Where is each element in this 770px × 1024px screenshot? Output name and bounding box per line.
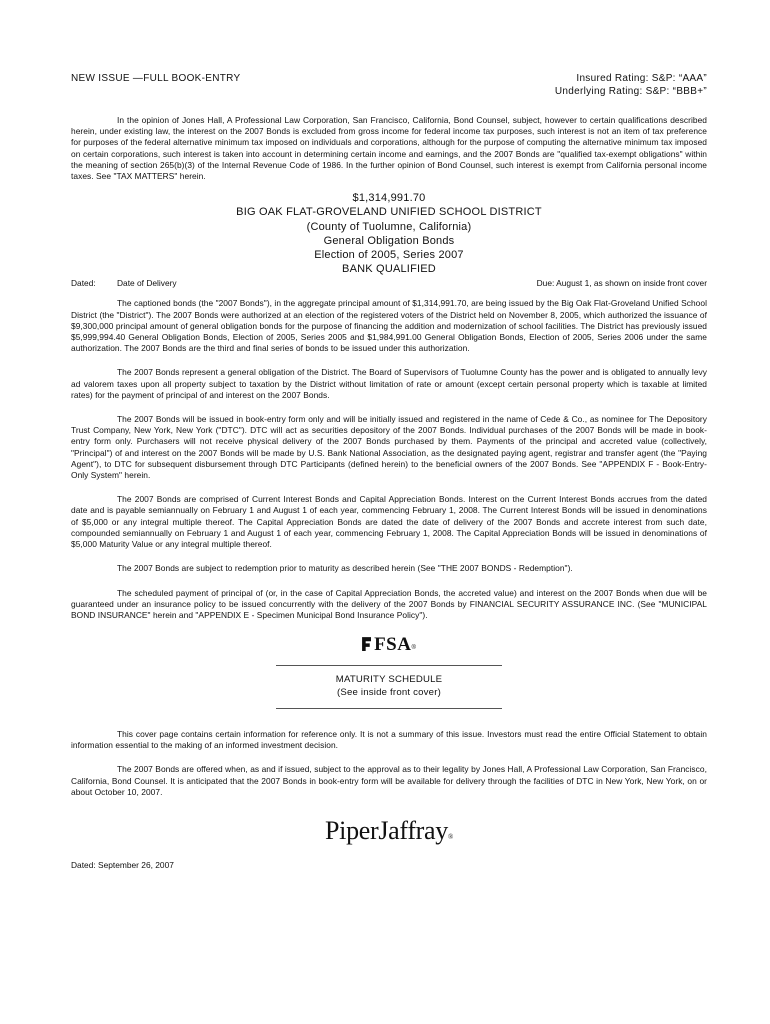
bond-type: General Obligation Bonds (323, 234, 455, 247)
fsa-logo (71, 634, 707, 656)
dated-label: Dated: (71, 278, 96, 289)
fsa-mark-icon (362, 637, 371, 651)
dated-due-row (71, 278, 707, 289)
district-name: BIG OAK FLAT-GROVELAND UNIFIED SCHOOL DISTRICT (236, 206, 542, 219)
county-name: (County of Tuolumne, California) (306, 220, 472, 233)
dated-statement: Dated: September 26, 2007 (71, 859, 174, 870)
header (71, 72, 707, 98)
paragraph-bonds-description: The captioned bonds (the "2007 Bonds"), in the aggregate principal amount of $1,314,991.70, are being issued by the Big Oak Flat-Groveland Unified School District (the "District"). The 2007 Bonds were authorized at an election of the registered voters of the District held on November 8, 2005, which authorized the issuance of $9,300,000 principal amount of general obligation bonds for the purpose of financing the addition and modernization of school facilities. The District has previously issued $5,999,994.40 General Obligation Bonds, Election of 2005, Series 2005 and $1,984,991.00 General Obligation Bonds, Election of 2005, Series 2006 under the same authorization. The 2007 Bonds are the third and final series of bonds to be issued under this authorization. (71, 298, 707, 354)
maturity-section (71, 665, 707, 709)
principal-amount: $1,314,991.70 (352, 192, 426, 205)
paragraph-general-obligation: The 2007 Bonds represent a general obligation of the District. The Board of Supervisors of Tuolumne County has the power and is obligated to annually levy ad valorem taxes upon all property subject to taxation by the District without limitation of rate or amount (except certain personal property which is taxable at limited rates) for the payment of principal of and interest on the 2007 Bonds. (71, 367, 707, 400)
bond-counsel-opinion: In the opinion of Jones Hall, A Professional Law Corporation, San Francisco, California, Bond Counsel, subject, however to certain qualifications described herein, under existing law, the interest on the 2007 Bonds is excluded from gross income for federal income tax purposes, such interest is not an item of tax preference for purposes of the federal alternative minimum tax imposed on individuals and corporations, although for the purpose of computing the alternative minimum tax imposed on certain corporations, such interest is taken into account in determining certain income and earnings, and the 2007 Bonds are "qualified tax-exempt obligations" within the meaning of section 265(b)(3) of the Internal Revenue Code of 1986. In the further opinion of Bond Counsel, such interest is exempt from California personal income taxes. See "TAX MATTERS" herein. (71, 115, 707, 182)
paragraph-insurance: The scheduled payment of principal of (or, in the case of Capital Appreciation Bonds, the accreted value) and interest on the 2007 Bonds when due will be guaranteed under an insurance policy to be issued concurrently with the delivery of the 2007 Bonds by FINANCIAL SECURITY ASSURANCE INC. (See "MUNICIPAL BOND INSURANCE" herein and "APPENDIX E - Specimen Municipal Bond Insurance Policy"). (71, 587, 707, 620)
paragraph-reference-notice: This cover page contains certain information for reference only. It is not a summary of this issue. Investors must read the entire Official Statement to obtain information essential to the making of an informed investment decision. (71, 728, 707, 751)
piper-registered-mark: ® (447, 832, 454, 841)
paragraph-redemption: The 2007 Bonds are subject to redemption prior to maturity as described herein (See "THE 2007 BONDS - Redemption"). (117, 563, 573, 574)
due-info: Due: August 1, as shown on inside front cover (536, 278, 707, 289)
divider-top (276, 665, 502, 666)
piper-jaffray-logo-text: PiperJaffray (324, 815, 448, 845)
maturity-title: MATURITY SCHEDULE (335, 674, 443, 686)
insured-rating: Insured Rating: S&P: “AAA” (576, 73, 707, 84)
official-statement-cover (71, 72, 707, 871)
paragraph-bond-types: The 2007 Bonds are comprised of Current Interest Bonds and Capital Appreciation Bonds. Interest on the Current Interest Bonds accrues from the dated date and is payable semiannually on February 1 and August 1 of each year, commencing February 1, 2008. The Current Interest Bonds will be issued in denominations of $5,000 or any integral multiple thereof. The Capital Appreciation Bonds are dated the date of delivery of the 2007 Bonds and accrete interest from such date, compounded semiannually on February 1 and August 1 of each year, commencing February 1, 2008. The Capital Appreciation Bonds will be issued in denominations of $5,000 Maturity Value or any integral multiple thereof. (71, 494, 707, 550)
dated-value: Date of Delivery (117, 278, 177, 289)
dated-info (71, 278, 177, 289)
piper-jaffray-logo (71, 816, 707, 852)
issue-type: NEW ISSUE —FULL BOOK-ENTRY (71, 73, 241, 84)
bank-qualified: BANK QUALIFIED (342, 263, 436, 276)
divider-bottom (276, 708, 502, 709)
election-series: Election of 2005, Series 2007 (314, 249, 464, 262)
title-block (71, 191, 707, 276)
maturity-schedule (71, 674, 707, 699)
paragraph-offering: The 2007 Bonds are offered when, as and if issued, subject to the approval as to their legality by Jones Hall, A Professional Law Corporation, San Francisco, California, Bond Counsel. It is anticipated that the 2007 Bonds in book-entry form will be available for delivery through the facilities of DTC in New York, New York, on or about October 10, 2007. (71, 764, 707, 797)
maturity-subtitle: (See inside front cover) (337, 686, 441, 698)
fsa-registered-mark: ® (411, 645, 416, 652)
ratings (555, 72, 707, 98)
fsa-logo-text: FSA (374, 634, 412, 656)
paragraph-book-entry: The 2007 Bonds will be issued in book-entry form only and will be initially issued and registered in the name of Cede & Co., as nominee for The Depository Trust Company, New York, New York ("DTC"). DTC will act as securities depository of the 2007 Bonds. Individual purchases of the 2007 Bonds will be made in book-entry form only. Purchasers will not receive physical delivery of the 2007 Bonds purchased by them. Payments of the principal and accreted value (collectively, "Principal") of and interest on the 2007 Bonds will be made by U.S. Bank National Association, as the designated paying agent, registrar and transfer agent (the "Paying Agent"), to DTC for subsequent disbursement through DTC Participants (defined herein) to the beneficial owners of the 2007 Bonds. See "APPENDIX F - Book-Entry-Only System" herein. (71, 414, 707, 481)
underlying-rating: Underlying Rating: S&P: “BBB+” (554, 86, 707, 97)
